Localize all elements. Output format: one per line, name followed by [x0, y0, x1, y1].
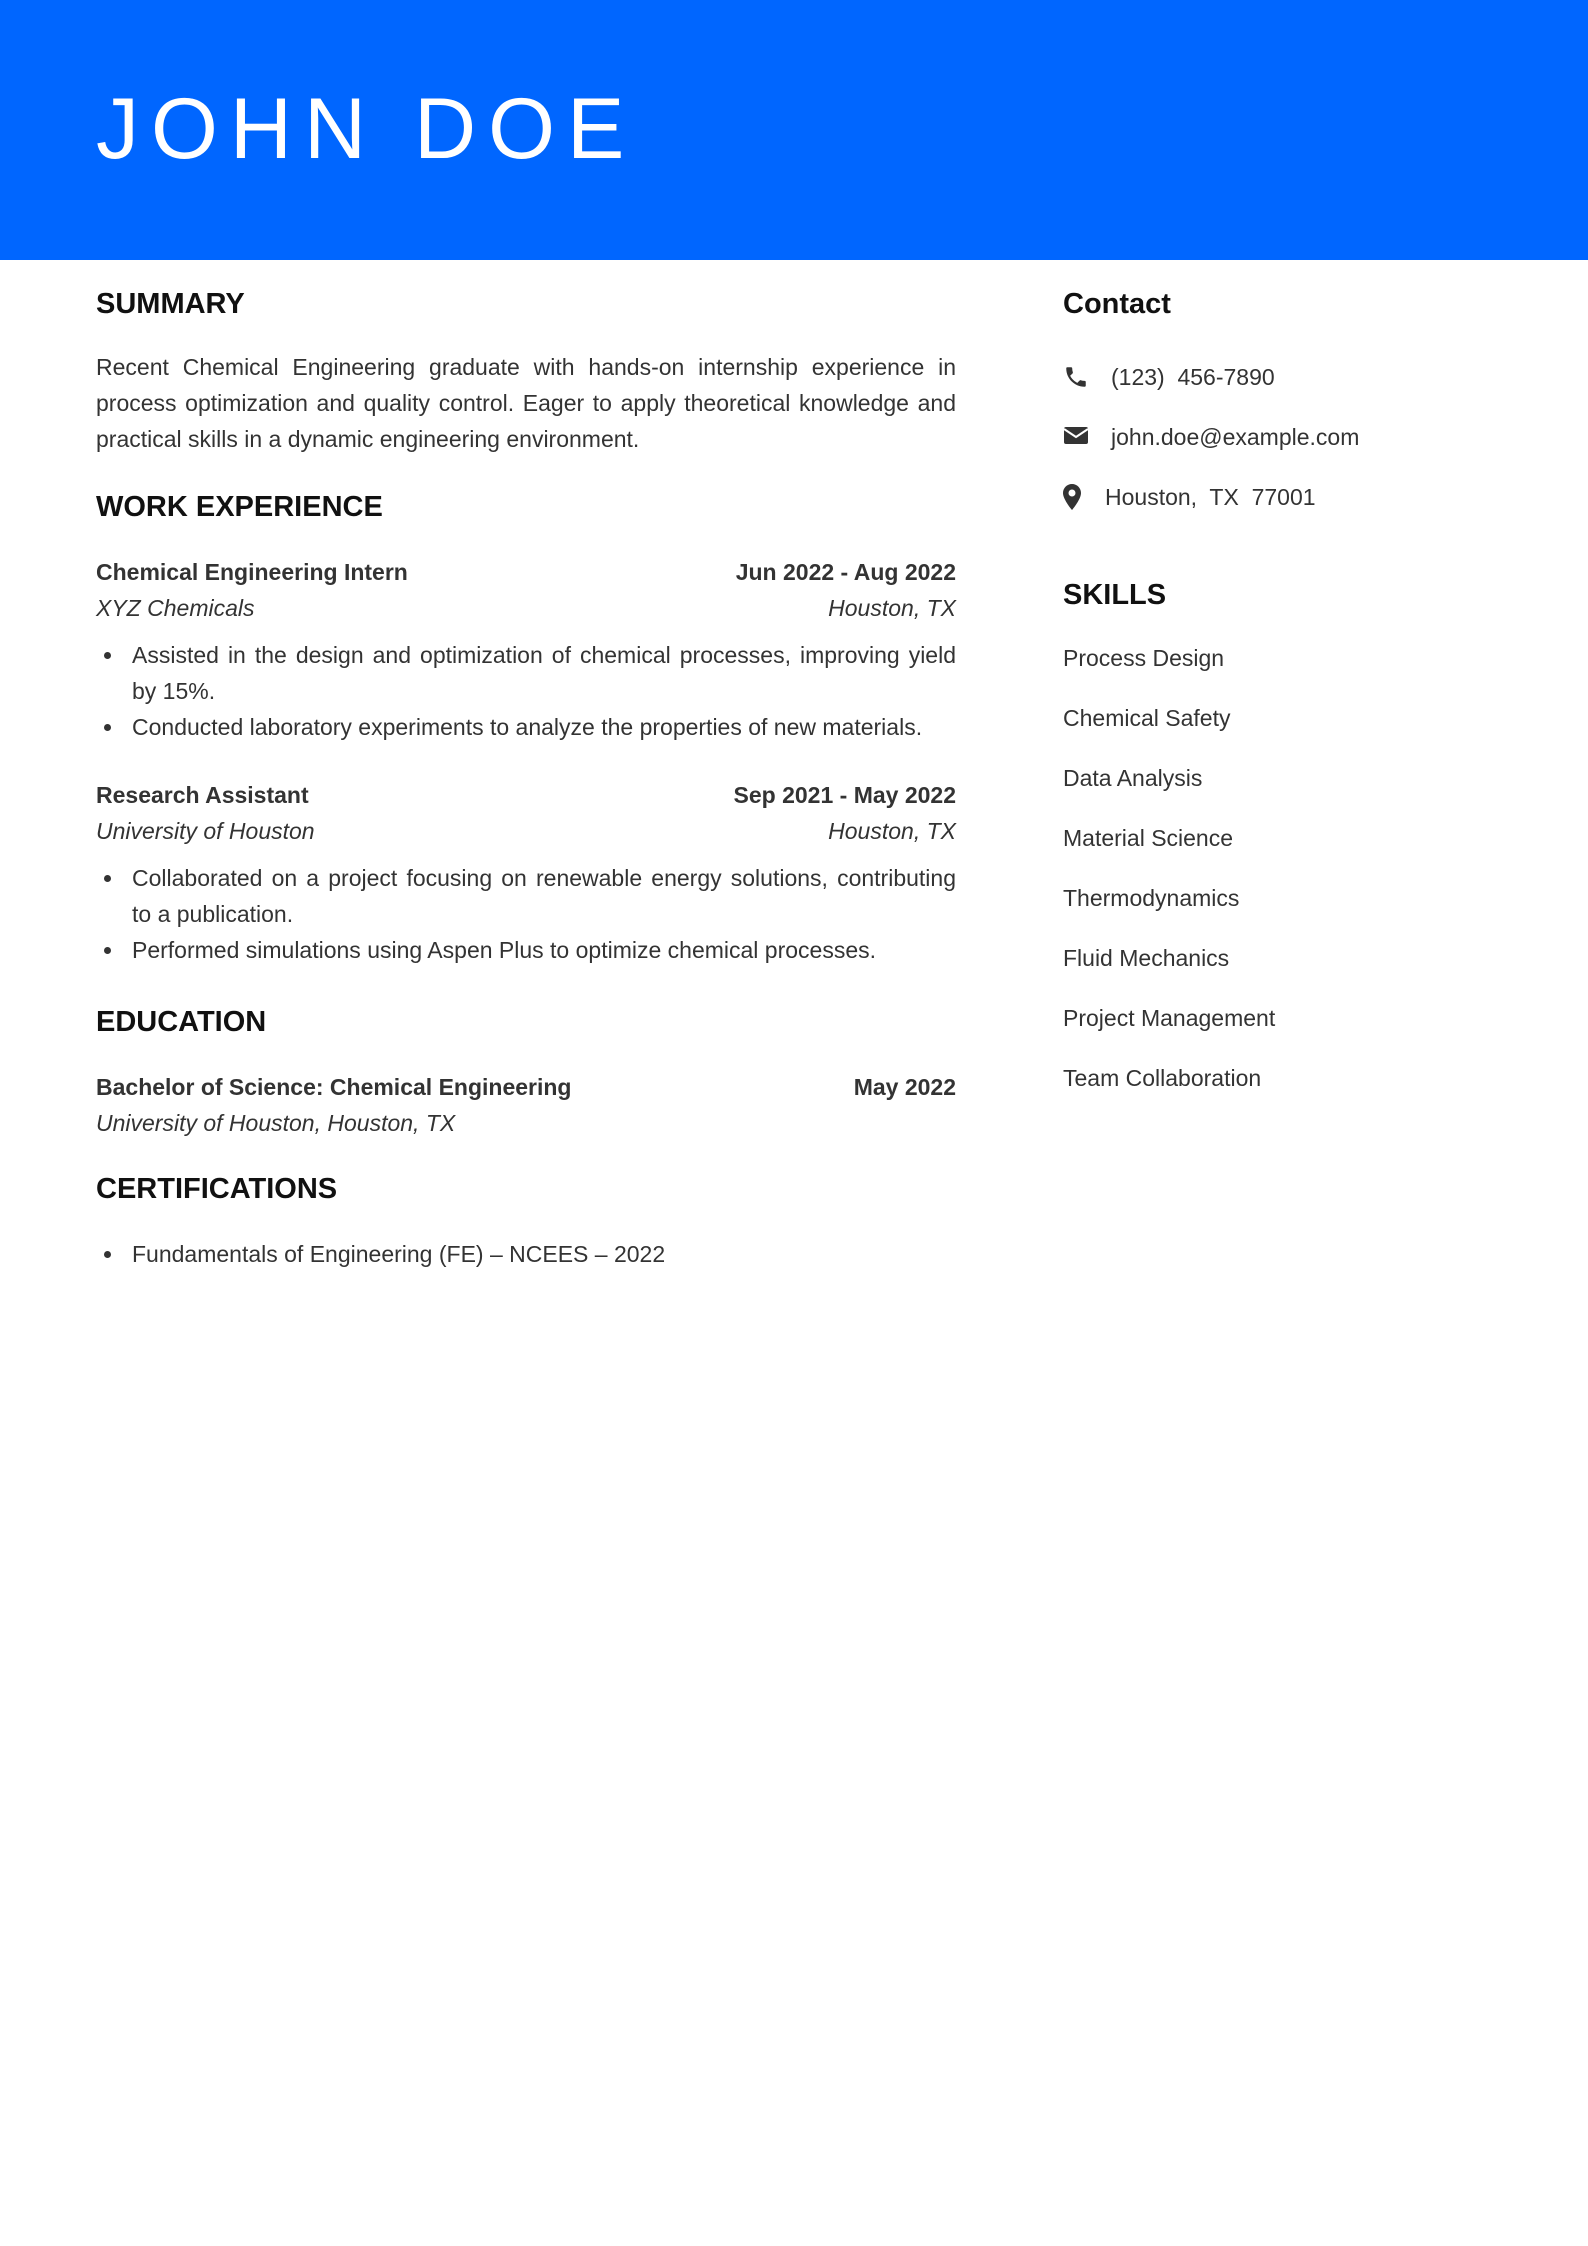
education-section	[96, 1008, 956, 1141]
contact-email	[1063, 419, 1493, 455]
email-address[interactable]: john.doe@example.com	[1111, 423, 1360, 450]
job-role: Chemical Engineering Intern	[96, 559, 408, 585]
map-pin-icon	[1063, 484, 1083, 510]
skill-item: Project Management	[1063, 1005, 1276, 1031]
job-org: University of Houston	[96, 818, 315, 844]
skill-item: Fluid Mechanics	[1063, 945, 1230, 971]
job-location: Houston, TX	[828, 818, 956, 844]
resume-header	[0, 0, 1588, 260]
address: Houston, TX 77001	[1105, 483, 1316, 510]
job-bullet: Assisted in the design and optimization of chemical processes, improving yield by 15%.	[96, 637, 956, 709]
job-bullet: Collaborated on a project focusing on renewable energy solutions, contributing to a publication.	[96, 860, 956, 932]
skill-item: Thermodynamics	[1063, 885, 1240, 911]
degree: Bachelor of Science: Chemical Engineering	[96, 1074, 572, 1100]
certifications-title: CERTIFICATIONS	[96, 1173, 338, 1205]
skill-item: Team Collaboration	[1063, 1065, 1262, 1091]
job-bullet: Conducted laboratory experiments to analyze the properties of new materials.	[96, 709, 956, 745]
certifications-list	[96, 1236, 956, 1272]
work-title: WORK EXPERIENCE	[96, 491, 383, 523]
envelope-icon	[1063, 424, 1093, 450]
skill-item: Material Science	[1063, 825, 1234, 851]
graduation-date: May 2022	[853, 1074, 956, 1100]
summary-title: SUMMARY	[96, 288, 245, 320]
job-bullets	[96, 860, 956, 968]
job-role: Research Assistant	[96, 782, 309, 808]
contact-phone	[1063, 359, 1493, 395]
contact-list	[1063, 359, 1493, 515]
certifications-section	[96, 1175, 956, 1272]
skills-title: SKILLS	[1063, 579, 1167, 611]
certification-item: Fundamentals of Engineering (FE) – NCEES – 2022	[96, 1236, 956, 1272]
candidate-name: JOHN DOE	[96, 81, 637, 177]
work-section	[96, 493, 956, 968]
skills-list	[1063, 640, 1493, 1120]
phone-number[interactable]: (123) 456-7890	[1111, 363, 1275, 390]
skill-item: Data Analysis	[1063, 765, 1203, 791]
job-org: XYZ Chemicals	[96, 595, 255, 621]
job-dates: Jun 2022 - Aug 2022	[735, 559, 956, 585]
skill-item: Process Design	[1063, 645, 1225, 671]
skill-item: Chemical Safety	[1063, 705, 1231, 731]
job-bullets	[96, 637, 956, 745]
summary-text: Recent Chemical Engineering graduate with hands-on internship experience in process optimization and quality control. Eager to apply theoretical knowledge and practical skills in a dynamic engineering environment.	[96, 354, 956, 452]
school: University of Houston, Houston, TX	[96, 1110, 456, 1136]
sidebar-column	[1063, 290, 1493, 1120]
job-bullet: Performed simulations using Aspen Plus to optimize chemical processes.	[96, 932, 956, 968]
contact-address	[1063, 479, 1493, 515]
job-entry	[96, 554, 956, 745]
job-dates: Sep 2021 - May 2022	[733, 782, 956, 808]
phone-icon	[1063, 364, 1093, 390]
education-title: EDUCATION	[96, 1006, 267, 1038]
job-location: Houston, TX	[828, 595, 956, 621]
job-entry	[96, 777, 956, 968]
summary-section	[96, 290, 956, 457]
contact-title: Contact	[1063, 288, 1171, 320]
main-column	[96, 290, 956, 1272]
